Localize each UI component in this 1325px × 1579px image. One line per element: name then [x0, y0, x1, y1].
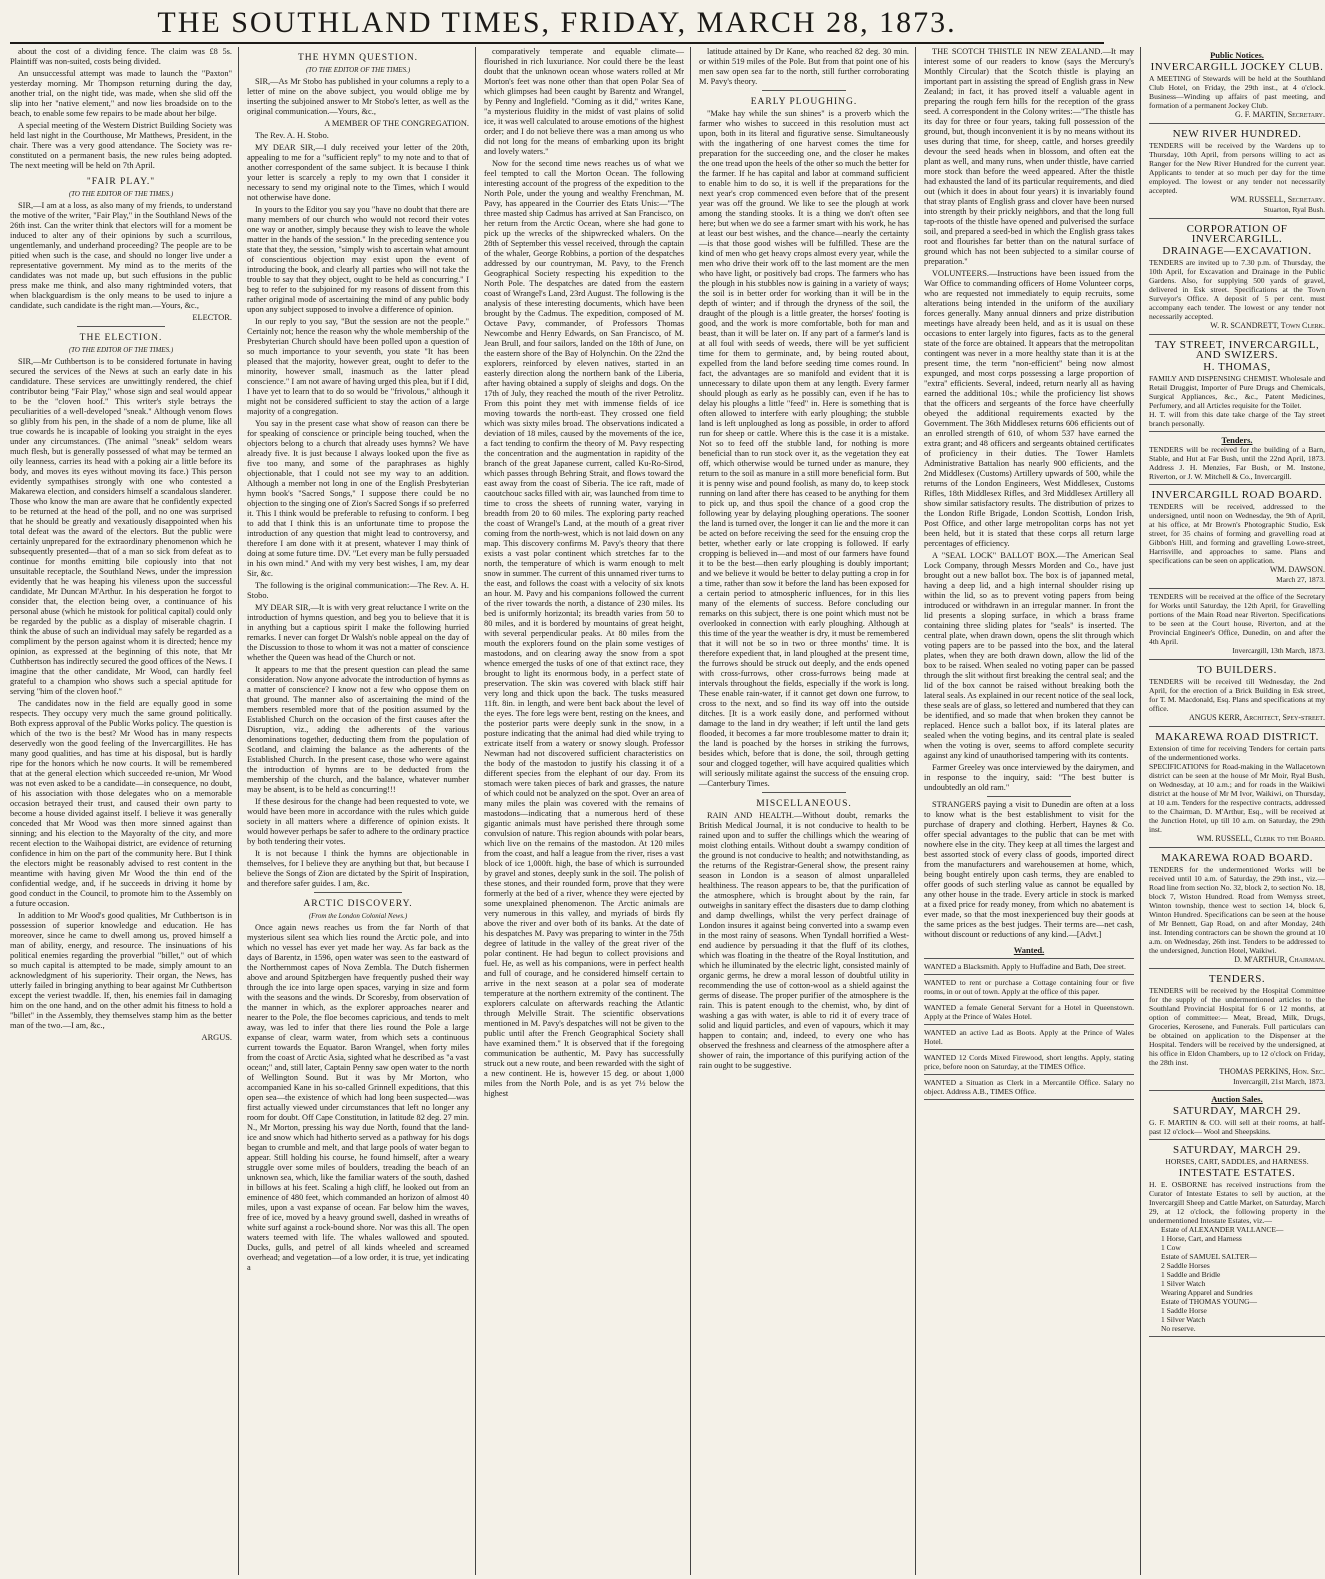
paragraph: MY DEAR SIR,—I duly received your letter of the 20th, appealing to me for a "sufficient reply" to my note and to that of another correspondent of the same subject. It is because I think your letter is scarcely a reply to my own that I consider it necessary to send my original note to the Times, which I would not otherwise have done. — [247, 143, 469, 202]
divider — [762, 792, 846, 793]
column-6-advertisements — [1149, 47, 1325, 1575]
ad-title: SATURDAY, MARCH 29. — [1172, 1144, 1302, 1156]
divider — [762, 90, 846, 91]
ad-body: A MEETING of Stewards will be held at the Southland Club Hotel, on Friday, the 29th inst., at 4 o'clock. Business—Winding up affairs of past meeting, and formation of a permanent Jockey Club. — [1149, 74, 1325, 110]
ad-auction-2 — [1149, 1140, 1325, 1337]
list-item: Wearing Apparel and Sundries — [1161, 1288, 1253, 1297]
wanted-ad-text: WANTED to rent or purchase a Cottage containing four or five rooms, in or out of town. Apply at the office of this paper. — [924, 978, 1134, 996]
ad-title: TENDERS. — [1208, 973, 1266, 985]
wanted-ad — [924, 1000, 1134, 1025]
paragraph: In yours to the Editor you say you "have no doubt that there are many members of our church who would not record their votes one way or another, simply because they wish to leave the whole matter in the hands of the session." In the preceding sentence you state that they, the session, "simply wish to ascertain what amount of conscientious objection may exist upon the event of introducing the book, and clearly all parties who will not take the trouble to say that they object, ought to be held as concurring." I beg to refer to the subjoined for my reasons of dissent from this rather original mode of ascertaining the mind of any public body upon any subject supposed to involve a difference of opinion. — [247, 205, 469, 314]
column-3 — [484, 47, 691, 1575]
paragraph: The following is the original communication:—The Rev. A. H. Stobo. — [247, 581, 469, 600]
paragraph: Farmer Greeley was once interviewed by the dairymen, and in response to the inquiry, said: "The best butter is undoubtedly an old ram." — [924, 763, 1134, 792]
divider — [987, 796, 1071, 797]
paragraph: latitude attained by Dr Kane, who reached 82 deg. 30 min. or within 519 miles of the Pole. But from that point one of his men saw open sea far to the north, still further corroborating M. Pavy's theory. — [699, 47, 909, 86]
paragraph: If these desirous for the change had been requested to vote, we would have been more in accordance with the rules which guide society in all matters where a difference of opinion exists. It would however perhaps be safer to adhere to the ordinary practice by both tendering their votes. — [247, 797, 469, 846]
ad-auction — [1149, 1091, 1325, 1140]
ad-signature: D. M'ARTHUR, Chairman. — [1234, 955, 1325, 964]
ad-signature: THOMAS PERKINS, Hon. Sec. — [1219, 1067, 1325, 1076]
paragraph: A special meeting of the Western District Building Society was held last night in the Courthouse, Mr Matthews, President, in the chair. There was a very good attendance. The Society was re-constituted on a permanent basis, the new rules being adopted. The next meeting will be held on 7th April. — [10, 121, 232, 170]
ad-new-river — [1149, 124, 1325, 219]
paragraph: An unsuccessful attempt was made to launch the "Paxton" yesterday morning. Mr Thompson returning during the day, another trial, on the night tide, was made, when she slid off the slip into her "native element," and now lies broadside on to the beach, to enable some few repairs to be made about her bilge. — [10, 69, 232, 118]
paragraph: The Rev. A. H. Stobo. — [255, 131, 329, 140]
section-banner: Auction Sales. — [1211, 1094, 1263, 1104]
ad-title: INVERCARGILL JOCKEY CLUB. — [1150, 61, 1324, 73]
ad-title: MAKAREWA ROAD DISTRICT. — [1155, 731, 1319, 743]
article-subheading: (From the London Colonial News.) — [308, 912, 408, 920]
article-heading: THE HYMN QUESTION. — [297, 53, 419, 63]
paragraph: THE SCOTCH THISTLE IN NEW ZEALAND.—It may interest some of our readers to know (says the Mercury's Monthly Circular) that the Scotch thistle is playing an important part in assisting the spread of English grass in New Zealand; in fact, it has proved itself a valuable agent in preparing the rough fern hills for the reception of the grass seed. A correspondent in the Colony writes:—"The thistle has its day for three or four years, taking full possession of the ground, but, though inconvenient it is by no means without its uses during that time, for sheep, cattle, and horses greedily devour the seed heads when in blossom, and often eat the plant as well, and many runs, when under thistle, have carried more stock than before the weed appeared. After the thistle had exhausted the land of its particular requirements, and died out (which it does in about four years) it is invariably found that stray plants of English grass and clover have been nursed into strength by their prickly neighbors, and that the long full tap-roots of the thistle have opened and pulverised the surface soil, and prepared a seed-bed in which the English grass takes root and flourishes far better than on the natural surface of ground which has not been subjected to a similar course of preparation." — [924, 47, 1134, 266]
list-item: 1 Silver Watch — [1161, 1279, 1206, 1288]
ad-signature: WM. RUSSELL, Secretary. — [1230, 195, 1325, 204]
ad-road-board — [1149, 485, 1325, 589]
ad-makarewa-district — [1149, 727, 1325, 848]
paragraph: It is not because I think the hymns are objectionable in themselves, for I believe they are anything but that, but because I believe the Songs of Zion are dictated by the Spirit of Inspiration, and therefore safer guides. I am, &c. — [247, 849, 469, 888]
wanted-section — [924, 942, 1134, 959]
article-heading: ARCTIC DISCOVERY. — [303, 899, 413, 909]
ad-signature: WM. RUSSELL, Clerk to the Board. — [1196, 834, 1325, 843]
wanted-ad-text: WANTED an active Lad as Boots. Apply at the Prince of Wales Hotel. — [924, 1028, 1134, 1046]
ad-date: March 27, 1873. — [1276, 575, 1325, 584]
paragraph: SIR,—As Mr Stobo has published in your columns a reply to a letter of mine on the above subject, you would oblige me by inserting the subjoined answer to Mr Stobo's letter, as well as the original communication.—Yours, &c., — [247, 77, 469, 116]
ad-tenders — [1149, 432, 1325, 485]
paragraph: MY DEAR SIR,—It is with very great reluctance I write on the introduction of hymns question, and beg you to believe that it is in anything but a captious spirit I make the following hurried remarks. I never can forget Dr Walsh's noble appeal on the day of the Discussion to those to whom it was not a matter of conscience whether the Queen was head of the Church or not. — [247, 603, 469, 662]
ad-title: CORPORATION OF INVERCARGILL. — [1186, 223, 1288, 245]
ad-body: TENDERS are invited up to 7.30 p.m. of Thursday, the 10th April, for Excavation and Drainage in the Public Gardens. Also, for supplying 500 yards of gravel, delivered in Esk street. Specifications at the Town Surveyor's Office. A deposit of 5 per cent. must accompany each tender. The lowest or any tender not necessarily accepted. — [1149, 258, 1325, 321]
section-banner: Public Notices. — [1210, 50, 1264, 60]
article-subheading: (TO THE EDITOR OF THE TIMES.) — [68, 190, 174, 198]
ad-signature: WM. DAWSON. — [1269, 565, 1325, 574]
paragraph: VOLUNTEERS.—Instructions have been issued from the War Office to commanding officers of Home Volunteer corps, who are requested not immediately to equip recruits, some alterations being intended in the uniform of the auxiliary forces generally. Many annual dinners and prize distribution meetings have already been held, and as it is usual on these occasions to enter largely into figures, facts as to the general state of the force are obtained. It appears that the metropolitan contingent was never in a more healthy state than it is at the present time, the term "non-efficient" being now almost expunged, and most corps possessing a large proportion of "extra" efficients. Several, indeed, return nearly all as having earned the additional 10s.; while the proficiency list shows that the officers and sergeants of the force have cheerfully obeyed the additional requirements exacted by the Government. The 36th Middlesex returns 606 efficients out of an enrolled strength of 610, of whom 537 have earned the extra grant; and 48 officers and sergeants obtained certificates of proficiency in their duties. The Tower Hamlets Administrative Battalion has nearly 900 efficients, and the 2nd Middlesex (Customs) Artillery upwards of 500, while the returns of the London Engineers, West Middlesex, Customs Rifles, 18th Middlesex Rifles, and 3rd Middlesex Artillery all show similar satisfactory results. The distribution of prizes to the London Rifle Brigade, London Scottish, London Irish, Post Office, and other large metropolitan corps has not yet been held, but it is stated that these corps all return large percentages of efficiency. — [924, 269, 1134, 548]
advertisement: STRANGERS paying a visit to Dunedin are often at a loss to know what is the best establishment to visit for the purchase of drapery and clothing. Herbert, Haynes & Co. offer special advantages to the public that can be met with nowhere else in the city. They keep at all times the largest and best assorted stock of every class of goods, imported direct from the manufacturers and warehousemen at home, which, being bought entirely upon cash terms, they are enabled to offer goods of such sterling value as cannot be equalled by any other house in the trade. Every article in stock is marked at a fixed price for ready money, from which no abatement is ever made, so that the most inexperienced buy their goods at the same prices as the best judges. Their terms are—net cash, without discount or reductions of any kind.—[Advt.] — [924, 800, 1134, 939]
paragraph: RAIN AND HEALTH.—Without doubt, remarks the British Medical Journal, it is not conducive to health to be rained upon and to suffer the chillings which the wearing of moist clothing entails. Without doubt a swampy condition of the ground is not conducive to health; and notwithstanding, as the returns of the Registrar-General show, the present rainy season in London is a season of almost unparalleled healthiness. The reason appears to be, that the purification of the atmosphere, which is brought about by the rain, far outweighs in sanitary effect the disasters due to damp clothing and damp dwellings, whilst the very perfect drainage of London insures it against being converted into a swamp even in the most rainy of seasons. When Tyndall horrified a West-end audience by persuading it that the fluff of its clothes, which was floating in the theatre of the Royal Institution, and which he illuminated by the electric light, consisted mainly of organic germs, he drew a moral lesson of doubtful utility in recommending the use of cotton-wool as a shield against the germs of disease. The proper purifier of the atmosphere is the rain. This is patent enough to the chemist, who, by dint of washing a gas with water, is able to rid it of every trace of solid and liquid particles, and even of vapours, which it may happen to contain; and, indeed, to every one who has observed the freshness and clearness of the atmosphere after a shower of rain, the importance of this purifying action of the rain ought to be suggestive. — [699, 811, 909, 1070]
ad-builders — [1149, 660, 1325, 727]
paragraph: comparatively temperate and equable climate—flourished in rich luxuriance. Nor could there be the least doubt that the unknown ocean whose waters rolled at Mr Morton's feet was none other than that open Polar Sea of which glimpses had been caught by Barentz and Wrangel, by Penny and Inglefield. "Coming as it did," writes Kane, "a mysterious fluidity in the midst of vast plains of solid ice, it was well calculated to arouse emotions of the highest order; and I do not believe there was a man among us who did not long for the means of embarking upon its bright and lovely waters." — [484, 47, 684, 156]
ad-body: TENDERS will be received till Wednesday, the 2nd April, for the erection of a Brick Building in Esk street, for T. M. Macdonald, Esq. Plans and specifications at my office. — [1149, 677, 1325, 713]
ad-signature: ANGUS KERR, Architect, Spey-street. — [1188, 713, 1325, 722]
paragraph: "Make hay while the sun shines" is a proverb which the farmer who wishes to succeed in this resolution must act upon, both in its literal and figurative sense. Simultaneously with the ingathering of one harvest comes the time for preparation for the succeeding one, and the closer he makes the one tread upon the heels of the other so much the better for the farmer. If he has capital and labor at command sufficient to enable him to do so, it is well if the preparations for the next year's crop commenced even before that of the present year was off the ground. We like to see the plough at work among the standing stooks. It is a thing we don't often see here; but when we do see a farmer smart with his work, he has at least our best wishes, and the chance—nearly the certainty—is that those good wishes will be fulfilled. These are the kind of men who get heavy crops almost every year, while the men who drive their work off to the last moment are the men who have light, or positively bad crops. The farmers who has the plough in his stubbles now is gaining in a variety of ways; the soil is in better order for working than it will be in the depth of winter; and if through the dryness of the soil, the draught of the plough is a little greater, the horses' footing is good, and the work is more comfortable, both for man and beast, than it will be later on. If any part of a farmer's land is at all foul with seeds of weeds, there will be yet sufficient time for them to germinate, and, by being routed about, expelled from the land before seeding time comes round. In fact, the advantages are so manifold and evident that it is unnecessary to dilate upon them at any length. Every farmer should plough as early as he possibly can, even if he has to delay his ploughs a little "feed" in. Here is something that is often allowed to interfere with early ploughing; the stubble land is left unploughed as long as possible, in order to afford run for sheep or cattle. Where this is the case it is a mistake. Not so to feed off the stubble land, for nothing is more beneficial than to run stock over it, as the vegetation they eat off, which otherwise would be turned under as manure, they return to the soil as manure in a still more beneficial form. But it is penny wise and pound foolish, as many do, to keep stock running on land after there has ceased to be anything for them to pick up, and thus spoil the chance of a good crop the following year by delaying ploughing operations. The sooner the land is turned over, the longer it can lie and the more it can be acted on before receiving the seed for the ensuing crop the better, whether early or late cropping is followed. If early cropping is believed in—and most of our farmers have found it to be the best—then early ploughing is doubly important; and we believe it would be better to delay putting a crop in for a time, rather than sow it before the land has been exposed for a certain period to atmospheric influences, for in this lies many of the elements of success. Before concluding our remarks on this subject, there is one point which must not be overlooked in connection with early ploughing. Although at this time of the year the weather is dry, it must be remembered that it will not be so in two or three months' time. It is therefore expedient that, in land ploughed at the present time, the furrows should be struck out deeply, and the ends opened with cross-furrows, other cross-furrows being made at intervals throughout the fields, especially if the work is long. These enable rain-water, if it cannot get down one furrow, to cross to the next, and so find its way off into the outside ditches. [It is a work easily done, and performed without damage to the land in dry weather; if left until the land gets flooded, it becomes a far more troublesome matter to drain it; the land is poached by the horses in striking the furrows, besides which, before that is done, the soil, through getting sour and clogged together, will have acquired qualities which will seriously militate against the success of the ensuing crop.—Canterbury Times. — [699, 109, 910, 788]
list-item: 1 Horse, Cart, and Harness — [1161, 1234, 1242, 1243]
article-heading: MISCELLANEOUS. — [756, 799, 852, 809]
paragraph: In addition to Mr Wood's good qualities, Mr Cuthbertson is in possession of superior knowledge and education. He has moreover, since he came to dwell among us, proved himself a man of ability, energy, and resource. The insinuations of his political enemies regarding the proverbial "billet," out of which so much capital is attempted to be made, simply amount to an acknowledgment of his superiority. Their organ, the News, has utterly failed in bringing anything to bear against Mr Cuthbertson except the veriest twaddle. If, then, his enemies fail in damaging him on the one hand, and on the other admit his fitness to hold a "billet" in the Assembly, they themselves stamp him as the better man of the two.—I am, &c., — [10, 911, 232, 1030]
column-4 — [699, 47, 916, 1575]
ad-subtitle: HORSES, CART, SADDLES, and HARNESS. — [1165, 1157, 1309, 1166]
ad-body: TENDERS will be received at the office of the Secretary for Works until Saturday, the 12th April, for Gravelling portions of the Main Road near Riverton. Specifications to be seen at the Court house, Riverton, and at the Provincial Engineer's Office, Dunedin, on and after the 4th April. — [1149, 592, 1325, 646]
wanted-ad — [924, 1025, 1134, 1050]
ad-title: MAKAREWA ROAD BOARD. — [1160, 852, 1314, 864]
list-item: 1 Cow — [1161, 1243, 1181, 1252]
article-heading: THE ELECTION. — [79, 333, 163, 343]
paragraph: SIR,—Mr Cuthbertson is to be considered fortunate in having secured the services of the News at such an early date in his candidature. These services are unwittingly rendered, the chief contributor being "Fair Play," whose sign and seal would appear to be the "cloven hoof." This writer's style betrays the peculiarities of a well-developed "sneak." Although venom flows so glibly from his pen, in the shade of a nom de plume, like all true cowards he is incapable of looking you straight in the eyes under any circumstances. (The animal "sneak" seldom wears much flesh, but is generally possessed of what may be termed an oily leanness, carries its head with a poking air a little before its body, and moves its eyes without moving its face.) This person evidently sympathises strongly with one who contested a Makarewa election, and considers himself a scandalous slanderer. Those who know the man are aware that he confidently expected to be returned at the head of the poll, and no one was surprised that he should be greatly and vexatiously disappointed when his total defeat was the award of the electors. But the public were certainly unprepared for the extraordinary phenomenon which he subsequently presented—that of a man so sick from defeat as to continue for months emitting bile copiously into that not unsuitable receptacle, the Southland News, under the impression evidently that he was heaping his vileness upon the successful candidate, Mr Duncan M'Arthur. In his desperation he forgot to consider that, the election being over, a continuance of his personal abuse (which he mistook for political capital) could only be regarded by the public as a display of miserable chagrin. I think the abuse of such an individual may safely be regarded as a compliment by the person against whom it is directed; hence my opinion, as expressed at the beginning of this note, that Mr Cuthbertson has indirectly secured the good offices of the News. I imagine that the other candidate, Mr Wood, can hardly feel grateful to a champion who shows such a special aptitude for serving "him of the cloven hoof." — [10, 357, 232, 696]
ad-makarewa-board — [1149, 848, 1325, 969]
ad-title: TO BUILDERS. — [1197, 664, 1277, 676]
paragraph: In our reply to you say, "But the session are not the people." Certainly not; hence the reason why the whole membership of the Presbyterian Church should have been polled upon a question of so much importance to your seventh, you state "It has been pleased that the majority, however great, ought to defer to the minority, however small, inasmuch as the latter plead conscience." I am not aware of having urged this plea, but if I did, I have yet to learn that to do so would be "frivolous," although it might not be considered sufficient to stay the action of a large majority of a congregation. — [247, 317, 469, 416]
public-notices — [1149, 47, 1325, 124]
ad-location: Stuarton, Ryal Bush. — [1263, 205, 1325, 214]
signature: A MEMBER OF THE CONGREGATION. — [324, 119, 469, 128]
wanted-ad — [924, 1050, 1134, 1075]
paragraph: It appears to me that the present question can plead the same consideration. Now anyone advocate the introduction of hymns as a matter of conscience? I know not a few who oppose them on that ground. The manner also of ascertaining the mind of the members resembled more that of the position assumed by the Established Church on the occasion of the first causes after the Disruption, viz., adding the adherents of the various denominations together, deducting them from the population of Scotland, and claiming the balance as the adherents of the Established Church. In the present case, those who were against the introduction of hymns are to be deducted from the membership of the church, and the balance, whatever number may be absent, is to be held as concurring!!! — [247, 665, 469, 794]
ad-title: NEW RIVER HUNDRED. — [1172, 128, 1302, 140]
wanted-banner: Wanted. — [1013, 945, 1045, 955]
ad-signature: G. F. MARTIN, Secretary. — [1235, 110, 1325, 119]
paragraph: A "SEAL LOCK" BALLOT BOX.—The American Seal Lock Company, through Messrs Morden and Co., have just brought out a new ballot box. The box is of japanned metal, having a deep lid, and a high internal shoulder rising up within the lid, so as to prevent voting papers from being introduced or withdrawn in an irregular manner. In front the lid presents a sloping surface, in which a brass frame containing three sliding plates for "seals" is inserted. The central plate, when drawn down, opens the slit through which voting papers are to be passed into the box, and the lateral plates, when they are both drawn down, allow the lid of the box to be raised. When sealed no voting paper can be passed through the slit without first breaking the central seal; and the lid of the box cannot be raised without breaking both the lateral seals. As explained in our recent notice of the seal lock, these seals are of glass, so lettered and numbered that they can be identified, and so made that when broken they cannot be replaced. Hence such a ballot box, if its lateral plates are sealed when the voting begins, and its central plate is sealed when the voting is over, seems to afford complete security against any kind of unauthorised tampering with its contents. — [924, 551, 1134, 760]
column-2 — [247, 47, 476, 1575]
wanted-ad — [924, 959, 1134, 975]
wanted-ad — [924, 975, 1134, 1000]
estate-list — [1149, 1225, 1325, 1333]
paragraph: Once again news reaches us from the far North of that mysterious silent sea which lies round the Arctic pole, and into which no vessel has ever yet made her way. As far back as the days of Barentz, in 1596, open water was seen to the eastward of the Northernmost capes of Nova Zembla. The Dutch fishermen above and around Spitzbergen have frequently pushed their way through the ice into large open spaces, varying in size and form with the seasons and the winds. Dr Scoresby, from observation of the manner in which, as the explorer approaches nearer and nearer to the Pole, the floe becomes capricious, and tends to melt away, was led to infer that there lies round the Pole a large expanse of clear, warm water, from which sets a continuous current towards the Equator. Baron Wrangel, when forty miles from the coast of Arctic Asia, sighted what he described as "a vast ocean;" and, still later, Captain Penny saw open water to the north of Wellington Sound. But it was by Mr Morton, who accompanied Kane in his so-called Grinnell expeditions, that this open sea—the existence of which had long been suspected—was first actually viewed under circumstances that left no longer any room for doubt. Off Cape Constitution, in latitude 82 deg. 27 min. N., Mr Morton, pressing his way due North, found that the land-ice and snow which had hitherto served as a pathway for his dogs began to crumble and melt, and that large pools of water began to appear. Still holding his course, he found himself, after a weary struggle over some miles of boulders, treading the beach of an unknown sea, which, like the familiar waters of the south, dashed in billows at his feet. Scaling a high cliff, he looked out from an eminence of 480 feet, which commanded an horizon of almost 40 miles, upon a vast expanse of ocean. Far below him the waves, free of ice, moved by a heavy ground swell, dashed in wreaths of white surf against a rock-bound shore. Nor was this all. The open waters teemed with life. The whales wallowed and spouted. Ducks, gulls, and petrel of all kinds wheeled and screamed overhead; and vegetation—of a low order, it is true, yet indicating a — [247, 923, 469, 1272]
ad-body: TENDERS will be received by the Hospital Committee for the supply of the undermentioned articles to the Southland Provincial Hospital for 6 or 12 months, at option of committee:— Meat, Bread, Milk, Drugs, Groceries, Kerosene, and Funerals. Full particulars can be obtained on application to the Dispenser at the Hospital. Tenders will be received by the undersigned, at his office in Eldon Chambers, up to 12 o'clock on Friday, the 28th inst. — [1149, 986, 1325, 1067]
divider — [77, 326, 166, 327]
article-heading: "FAIR PLAY." — [86, 177, 156, 187]
columns — [10, 47, 1325, 1575]
paragraph: SIR,—I am at a loss, as also many of my friends, to understand the motive of the writer, "Fair Play," in the Southland News of the 26th inst. Can the writer think that electors will for a moment be induced to alter any of their opinions by such a scurrilous, ungentlemanly, and underhand proceeding? The people are to be pitied when such is the case, and should no longer live under a representative government. My mind as to the merits of the candidates was not made up, but such effusions in the public press make me think, and also many rightminded voters, that when blackguardism is the only means to be used to injure a candidate, such candidate is the right man.—Yours, &c., — [10, 201, 232, 310]
wanted-ad-text: WANTED 12 Cords Mixed Firewood, short lengths. Apply, stating price, before noon on Saturday, at the TIMES Office. — [924, 1053, 1134, 1071]
list-item: Estate of SAMUEL SALTER— — [1161, 1252, 1257, 1261]
list-item: Estate of ALEXANDER VALLANCE— — [1161, 1225, 1284, 1234]
list-item: 1 Silver Watch — [1161, 1315, 1206, 1324]
ad-subtitle: DRAINAGE—EXCAVATION. — [1162, 245, 1312, 257]
ad-drainage — [1149, 219, 1325, 335]
ad-location: Invercargill, 13th March, 1873. — [1232, 646, 1325, 655]
ad-body: G. F. MARTIN & CO. will sell at their rooms, at half-past 12 o'clock— Wool and Sheepskins. — [1149, 1118, 1325, 1136]
masthead: THE SOUTHLAND TIMES, FRIDAY, MARCH 28, 1873. — [157, 6, 957, 39]
ad-location: Invercargill, 21st March, 1873. — [1233, 1077, 1325, 1086]
column-5 — [924, 47, 1141, 1575]
ad-chemist — [1149, 335, 1325, 432]
ad-body: H. E. OSBORNE has received instructions from the Curator of Intestate Estates to sell by auction, at the Invercargill Sheep and Cattle Market, on Saturday, March 29, at 12 o'clock, the following property in the undermentioned Intestate Estates, viz.— — [1149, 1180, 1325, 1225]
masthead-rule — [10, 42, 1104, 44]
list-item: No reserve. — [1161, 1324, 1196, 1333]
ad-title: INVERCARGILL ROAD BOARD. — [1151, 489, 1323, 501]
paragraph: You say in the present case what show of reason can there be for speaking of conscience or principle being touched, when the objectors belong to a church that already uses hymns? We have already five. It is just because I always looked upon the five as five too many, and some of the paraphrases as highly objectionable, that I could not see my way to an addition. Although a member not long in one of the English Presbyterian hymn book's "Sacred Songs," I suppose there could be no objection to the singing one of Zion's Sacred Songs if so preferred it. This I think would be preferable to refusing to conform. I beg to add that I think this is an unfortunate time to propose the introduction of any question that might lead to controversy, and therefore I am done with it at present, whatever I may think of doing at some future time. DV. "Let every man be fully persuaded in his own mind." And with my very best wishes, I am, my dear Sir, &c. — [247, 419, 469, 578]
column-1 — [10, 47, 239, 1575]
list-item: 2 Saddle Horses — [1161, 1261, 1210, 1270]
ad-intro: Extension of time for receiving Tenders for certain parts of the undermentioned works. — [1149, 744, 1325, 762]
ad-signature: W. R. SCANDRETT, Town Clerk. — [1210, 321, 1325, 330]
ad-note: H. T. will from this date take charge of the Tay street branch personally. — [1149, 410, 1325, 428]
ad-title: TAY STREET, INVERCARGILL, AND SWIZERS. — [1154, 339, 1320, 361]
wanted-ad-text: WANTED a Situation as Clerk in a Mercantile Office. Salary no object. Address A.B., TIMES Office. — [924, 1078, 1134, 1096]
article-heading: EARLY PLOUGHING. — [750, 97, 858, 107]
list-item: 1 Saddle and Bridle — [1161, 1270, 1221, 1279]
ad-body: TENDERS will be received by the Wardens up to Thursday, 10th April, from persons willing to act as Ranger for the New River Hundred for the current year. Applicants to tender at so much per day for the time employed. The lowest or any tender not necessarily accepted. — [1149, 141, 1325, 195]
ad-tenders-riverton — [1149, 589, 1325, 660]
ad-title: SATURDAY, MARCH 29. — [1172, 1105, 1302, 1117]
signature: ELECTOR. — [192, 313, 232, 322]
ad-body: TENDERS will be received, addressed to the undersigned, until noon on Wednesday, the 9th of April, at his office, at Mr Brown's Photographic Studio, Esk street, for 35 chains of forming and gravelling road at Gibbon's Hill, and forming and gravelling Lowe-street, Harrisville, and approaches to same. Plans and specifications can be seen on application. — [1149, 502, 1325, 565]
list-item: 1 Saddle Horse — [1161, 1306, 1207, 1315]
wanted-ad — [924, 1075, 1134, 1100]
article-subheading: (TO THE EDITOR OF THE TIMES.) — [305, 66, 411, 74]
wanted-ad-text: WANTED a female General Servant for a Hotel in Queenstown. Apply at the Prince of Wales Hotel. — [924, 1003, 1134, 1021]
paragraph: Now for the second time news reaches us of what we feel tempted to call the Morton Ocean. The following interesting account of the progress of the expedition to the North Pole, under the young and wealthy Frenchman, M. Pavy, has appeared in the Courrier des Etats Unis:—"The three masted ship Cadmus has arrived at San Francisco, on her return from the Arctic Ocean, where she had gone to pick up the wrecks of the shipwrecked whalers. On the 28th of September this vessel received, through the captain of the whaler, George Robbins, a portion of the despatches addressed by our countryman, M. Pavy, to the French Geographical Society respecting his expedition to the North Pole. The despatches are dated from the eastern coast of Wrangel's Land, 23rd August. The following is the analysis of these interesting documents, which have been brought by the Cadmus. The expedition, composed of M. Octave Pavy, commander, of Professors Thomas Newcombe and Henry Edwards, on San Francisco, of M. Jean Brull, and four sailors, landed on the 18th of June, on the eastern shore of the Bay of Holynchin. On the 22nd the explorers, reinforced by eleven natives, started in an easterly direction along the northern bank of the Liberia, after having obtained a supply of sleighs and dogs. On the 17th of July, they reached the mouth of the river Petrolitz. From this point they met with immense fields of ice moving towards the north-east. They crossed one field which was sixty miles broad. The observations indicated a deviation of 18 miles, caused by the movements of the ice, a fact tending to confirm the theory of M. Pavy respecting the concentration and the augmentation in rapidity of the branch of the great Japanese current, called Ku-Ro-Sirod, which passes through Behring Strait, and flows toward the east away from the coast of Siberia. The ice raft, made of caoutchouc sacks filled with air, was launched from time to time to cross the sheets of running water, varying in breadth from 20 to 60 miles. The exploring party reached the coast of Wrangel's Land, at the mouth of a great river coming from the north-west, which is not laid down on any map. This discovery confirms M. Pavy's theory that there exists a vast polar continent which stretches far to the north, the temperature of which is warm enough to melt snow in summer. The current of this unnamed river turns to the east, and follows the coast with a velocity of six knots an hour. M. Pavy and his companions followed the current of the river towards the north, a distance of 230 miles. Its bed is uniformly horizontal; its breadth varies from 50 to 80 miles, and it is bordered by mountains of great height, with several perpendicular peaks. At 80 miles from the mouth the explorers found on the plain some vestiges of mastodons, and on clearing away the snow from a spot whence emerged the tusks of one of that extinct race, they brought to light its enormous body, in a perfect state of preservation. The skin was covered with black stiff hair very long and thick upon the back. The tusks measured 11ft. 8in. in length, and were bent back about the level of the eyes. The fore legs were bent, resting on the knees, and the posterior parts were deeply sunk in the snow, in a posture indicating that the animal had died while trying to extricate itself from a watery or snowy slough. Professor Newman had not discovered sufficient characteristics on the body of the mastodon to justify his classing it of a different species from the elephant of our day. From its stomach were taken pieces of bark and grasses, the nature of which could not be analyzed on the spot. Over an area of many miles the plain was covered with the remains of mastodons—indicating that a numerous herd of these gigantic animals must have perished there through some convulsion of nature. This region abounds with polar bears, which live on the remains of the mastodon. At 120 miles from the coast, and half a league from the river, rises a vast block of ice 1,000ft. high, the base of which is surrounded by gravel and stones, deeply sunk in the soil. The polish of these stones, and their rounded form, prove that they were formerly at the bed of a river, whence they were ejected by some unexplained phenomenon. The Arctic animals are very numerous in this valley, and myriads of birds fly above the river and over both of its banks. At the date of his despatches M. Pavy was preparing to winter in the 75th degree of latitude in the valley of the great river of the polar continent. He had begun to collect provisions and fuel. He, as well as his companions, were in perfect health and full of courage, and he considered himself certain to arrive in the next season at a polar sea of moderate temperature at the northern extremity of the continent. The explorers calculate on afterwards reaching the Atlantic through Melville Strait. The scientific observations mentioned in M. Pavy's despatches will not be given to the public until after the French Geographical Society shall have examined them." It is observed that if the foregoing communication be authentic, M. Pavy has successfully struck out a new route, and been rewarded with the sight of a new continent. He is, however 15 deg. or about 1,000 miles from the North Pole, and is as yet 7½ below the highest — [484, 159, 684, 1098]
ad-body: SPECIFICATIONS for Road-making in the Wallacetown district can be seen at the house of Mr Moir, Ryal Bush, on Wednesday, at 10 a.m.; and for roads in the Waikiwi district at the house of Mr M Ivor, Waikiwi, on Thursday, at 10 a.m. Tenders for the respective contracts, addressed to the Chairman, D. M'Arthur, Esq., will be received at the Junction Hotel, up till 10 a.m. on Saturday, the 29th inst. — [1149, 762, 1325, 834]
section-banner: Tenders. — [1221, 435, 1253, 445]
divider — [314, 892, 403, 893]
list-item: Estate of THOMAS YOUNG— — [1161, 1297, 1258, 1306]
signature: ARGUS. — [201, 1033, 232, 1042]
ad-title: INTESTATE ESTATES. — [1178, 1167, 1296, 1179]
article-subheading: (TO THE EDITOR OF THE TIMES.) — [68, 346, 174, 354]
paragraph: about the cost of a dividing fence. The claim was £8 5s. Plaintiff was non-suited, costs being divided. — [10, 47, 232, 66]
paragraph: The candidates now in the field are equally good in some respects. They occupy very much the same ground politically. Both express approval of the Public Works policy. The question is which of the two is the best? Mr Wood has in many respects deservedly won the good feeling of the Invercargillites. He has many good qualities, and has time at his disposal, but is hardly ripe for the honors which he now courts. It will be remembered that at the general election which succeeded re-union, Mr Wood was not even asked to be a candidate—in consequence, no doubt, of his association with those delegates who on a memorable occasion betrayed their trust, and caused their own party to become a house divided against itself. I believe it was generally conceded that Mr Wood was then more sinned against than sinning; and his election to the Mayoralty of the city, and more recent election to the Waihopai district, are evidence of returning confidence in him on the part of the community here. But I think the electors might be reasonably advised to rest content in the meantime with having given Mr Wood the thin end of the confidential wedge, and, if he succeeds in driving it home by good conduct in the Council, to promote him to the Assembly on a future occasion. — [10, 699, 232, 908]
wanted-ad-text: WANTED a Blacksmith. Apply to Huffadine and Bath, Dee street. — [924, 962, 1126, 971]
ad-body: TENDERS will be received for the building of a Barn, Stable, and Hut at Far Bush, until the 22nd April, 1873. Address J. H. Menzies, Far Bush, or M. Instone, Riverton, or J. W. Mitchell & Co., Invercargill. — [1149, 445, 1325, 481]
ad-subtitle: H. THOMAS, — [1203, 361, 1271, 373]
ad-hospital-tenders — [1149, 969, 1325, 1091]
ad-body: FAMILY AND DISPENSING CHEMIST. Wholesale and Retail Druggist, Importer of Pure Drugs and Chemicals, Surgical Appliances, &c., &c., Patent Medicines, Perfumery, and all Articles requisite for the Toilet. — [1149, 374, 1325, 410]
ad-body: TENDERS for the undermentioned Works will be received until 10 a.m. of Saturday, the 29th inst., viz.— Road line from section No. 32, block 2, to section No. 18, block 7, Wiston Hundred. Road from Wemyss street, Winton township, thence west to section 14, block 6, Winton Hundred. Specifications can be seen at the house of Mr Bennett, Gap Road, on and after Monday, 24th inst. Intending contractors can be shown the ground at 10 a.m. on Wednesday, 26th inst. Tenders to be addressed to the undersigned, Junction Hotel, Waikiwi. — [1149, 865, 1325, 955]
